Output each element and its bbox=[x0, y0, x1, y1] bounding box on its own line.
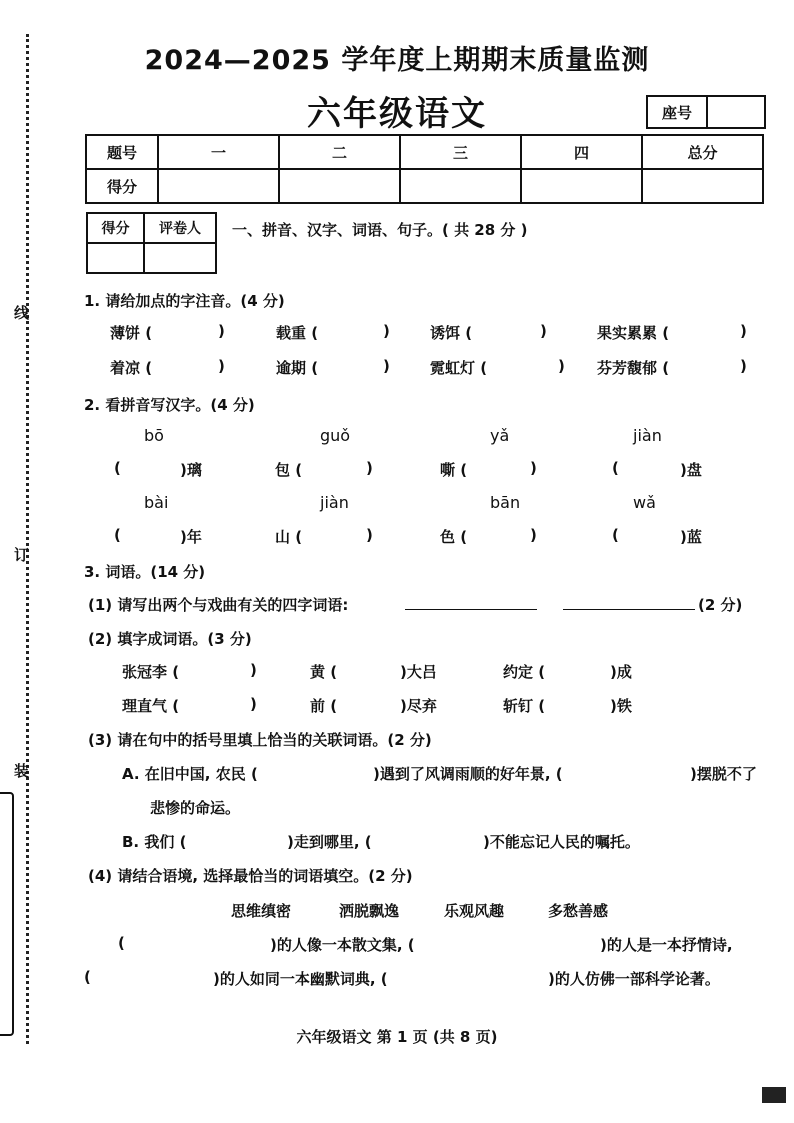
q1-item: 逾期 ( bbox=[276, 359, 319, 377]
binding-bracket bbox=[0, 792, 14, 1036]
q3-p2-item: 理直气 ( bbox=[122, 697, 180, 715]
q3-p4-line2-part: )的人如同一本幽默词典, ( bbox=[213, 970, 388, 988]
q3-p3-a-line2: 悲惨的命运。 bbox=[150, 799, 241, 817]
q1-item: 诱饵 ( bbox=[430, 324, 473, 342]
score-header-cell: 三 bbox=[400, 135, 521, 169]
q3-p4-option: 洒脱飘逸 bbox=[339, 902, 400, 920]
q3-p4-title: (4) 请结合语境, 选择最恰当的词语填空。(2 分) bbox=[88, 867, 413, 885]
pinyin: bō bbox=[144, 426, 164, 445]
q3-p2-item: )成 bbox=[610, 663, 632, 681]
score-row-label: 得分 bbox=[86, 169, 158, 203]
q2-blank-open: ( bbox=[612, 526, 619, 544]
q2-word: )璃 bbox=[180, 461, 202, 479]
pinyin: jiàn bbox=[633, 426, 662, 445]
corner-mark bbox=[762, 1087, 786, 1103]
q3-p3-b-part: B. 我们 ( bbox=[122, 833, 187, 851]
section-1-title: 一、拼音、汉字、词语、句子。( 共 28 分 ) bbox=[232, 221, 528, 239]
answer-line[interactable] bbox=[405, 609, 537, 610]
score-cell[interactable] bbox=[521, 169, 642, 203]
q3-p2-item: 约定 ( bbox=[503, 663, 546, 681]
margin-char-zhuang: 装 bbox=[14, 762, 30, 780]
grader-name-label: 评卷人 bbox=[144, 213, 216, 243]
q1-item: 薄饼 ( bbox=[110, 324, 153, 342]
q2-blank-open: ( bbox=[114, 459, 121, 477]
margin-char-xian: 线 bbox=[14, 304, 30, 322]
q3-p4-line1-part: ( bbox=[118, 934, 125, 952]
grader-score-cell[interactable] bbox=[87, 243, 144, 273]
page-footer: 六年级语文 第 1 页 (共 8 页) bbox=[296, 1028, 498, 1046]
q2-blank-open: ( bbox=[612, 459, 619, 477]
q3-p3-a-part: )遇到了风调雨顺的好年景, ( bbox=[373, 765, 563, 783]
score-table-header-row bbox=[86, 135, 763, 169]
score-header-cell: 题号 bbox=[86, 135, 158, 169]
q3-p4-option: 思维缜密 bbox=[231, 902, 292, 920]
score-cell[interactable] bbox=[279, 169, 400, 203]
q1-item-close: ) bbox=[383, 322, 390, 340]
q3-p3-a-part: )摆脱不了 bbox=[690, 765, 757, 783]
q3-p3-b-part: )走到哪里, ( bbox=[287, 833, 372, 851]
answer-line[interactable] bbox=[563, 609, 695, 610]
seat-number-field[interactable] bbox=[708, 97, 764, 127]
q2-blank-close: ) bbox=[530, 459, 537, 477]
score-header-cell: 一 bbox=[158, 135, 279, 169]
score-header-cell: 总分 bbox=[642, 135, 763, 169]
q1-item-close: ) bbox=[383, 357, 390, 375]
q3-p2-item: 斩钉 ( bbox=[503, 697, 546, 715]
score-header-cell: 二 bbox=[279, 135, 400, 169]
q2-word: )盘 bbox=[680, 461, 702, 479]
seat-number-box bbox=[646, 95, 766, 129]
q2-title: 2. 看拼音写汉字。(4 分) bbox=[84, 396, 255, 414]
score-header-cell: 四 bbox=[521, 135, 642, 169]
pinyin: wǎ bbox=[633, 493, 656, 512]
score-cell[interactable] bbox=[642, 169, 763, 203]
grader-table bbox=[86, 212, 217, 274]
q2-word: 山 ( bbox=[275, 528, 303, 546]
q1-item-close: ) bbox=[218, 322, 225, 340]
q1-item-close: ) bbox=[540, 322, 547, 340]
q3-p2-item: 黄 ( bbox=[310, 663, 338, 681]
q2-blank-close: ) bbox=[530, 526, 537, 544]
q2-word: )年 bbox=[180, 528, 202, 546]
q3-p2-item: 前 ( bbox=[310, 697, 338, 715]
q3-p2-item: ) bbox=[250, 661, 257, 679]
pinyin: guǒ bbox=[320, 426, 351, 445]
q2-blank-close: ) bbox=[366, 526, 373, 544]
exam-subtitle: 六年级语文 bbox=[307, 94, 487, 134]
pinyin: jiàn bbox=[320, 493, 349, 512]
margin-char-ding: 订 bbox=[14, 546, 30, 564]
score-cell[interactable] bbox=[158, 169, 279, 203]
q1-item: 果实累累 ( bbox=[597, 324, 670, 342]
q3-p4-line2-part: )的人仿佛一部科学论著。 bbox=[548, 970, 720, 988]
score-table-score-row bbox=[86, 169, 763, 203]
q3-p2-item: )大吕 bbox=[400, 663, 437, 681]
q1-item-close: ) bbox=[558, 357, 565, 375]
q3-p2-item: )尽弃 bbox=[400, 697, 437, 715]
q3-p1-text: (1) 请写出两个与戏曲有关的四字词语: bbox=[88, 596, 349, 614]
q2-word: 色 ( bbox=[440, 528, 468, 546]
q2-blank-open: ( bbox=[114, 526, 121, 544]
q3-p2-item: ) bbox=[250, 695, 257, 713]
q2-word: )蓝 bbox=[680, 528, 702, 546]
q3-p4-line1-part: )的人像一本散文集, ( bbox=[270, 936, 415, 954]
q1-item: 霓虹灯 ( bbox=[430, 359, 488, 377]
q3-p4-option: 乐观风趣 bbox=[444, 902, 505, 920]
pinyin: yǎ bbox=[490, 426, 510, 445]
q3-p2-title: (2) 填字成词语。(3 分) bbox=[88, 630, 252, 648]
q3-p4-line2-part: ( bbox=[84, 968, 91, 986]
score-table bbox=[85, 134, 764, 204]
q3-p3-a-part: A. 在旧中国, 农民 ( bbox=[122, 765, 258, 783]
q3-p4-line1-part: )的人是一本抒情诗, bbox=[600, 936, 733, 954]
q1-item: 载重 ( bbox=[276, 324, 319, 342]
pinyin: bài bbox=[144, 493, 169, 512]
grader-name-cell[interactable] bbox=[144, 243, 216, 273]
q2-word: 嘶 ( bbox=[440, 461, 468, 479]
grader-score-label: 得分 bbox=[87, 213, 144, 243]
q3-p3-title: (3) 请在句中的括号里填上恰当的关联词语。(2 分) bbox=[88, 731, 432, 749]
q3-p2-item: 张冠李 ( bbox=[122, 663, 180, 681]
q3-p3-b-part: )不能忘记人民的嘱托。 bbox=[483, 833, 640, 851]
q3-title: 3. 词语。(14 分) bbox=[84, 563, 206, 581]
q1-item-close: ) bbox=[740, 322, 747, 340]
q3-p2-item: )铁 bbox=[610, 697, 632, 715]
q1-item-close: ) bbox=[218, 357, 225, 375]
pinyin: bān bbox=[490, 493, 521, 512]
q2-word: 包 ( bbox=[275, 461, 303, 479]
q1-item-close: ) bbox=[740, 357, 747, 375]
seat-label: 座号 bbox=[648, 97, 708, 127]
q1-item: 着凉 ( bbox=[110, 359, 153, 377]
q1-item: 芬芳馥郁 ( bbox=[597, 359, 670, 377]
exam-title: 2024—2025 学年度上期期末质量监测 bbox=[144, 45, 650, 76]
q1-title: 1. 请给加点的字注音。(4 分) bbox=[84, 292, 285, 310]
q2-blank-close: ) bbox=[366, 459, 373, 477]
binding-dotted-line bbox=[26, 34, 29, 1044]
score-cell[interactable] bbox=[400, 169, 521, 203]
q3-p4-option: 多愁善感 bbox=[548, 902, 609, 920]
q3-p1-points: (2 分) bbox=[698, 596, 743, 614]
